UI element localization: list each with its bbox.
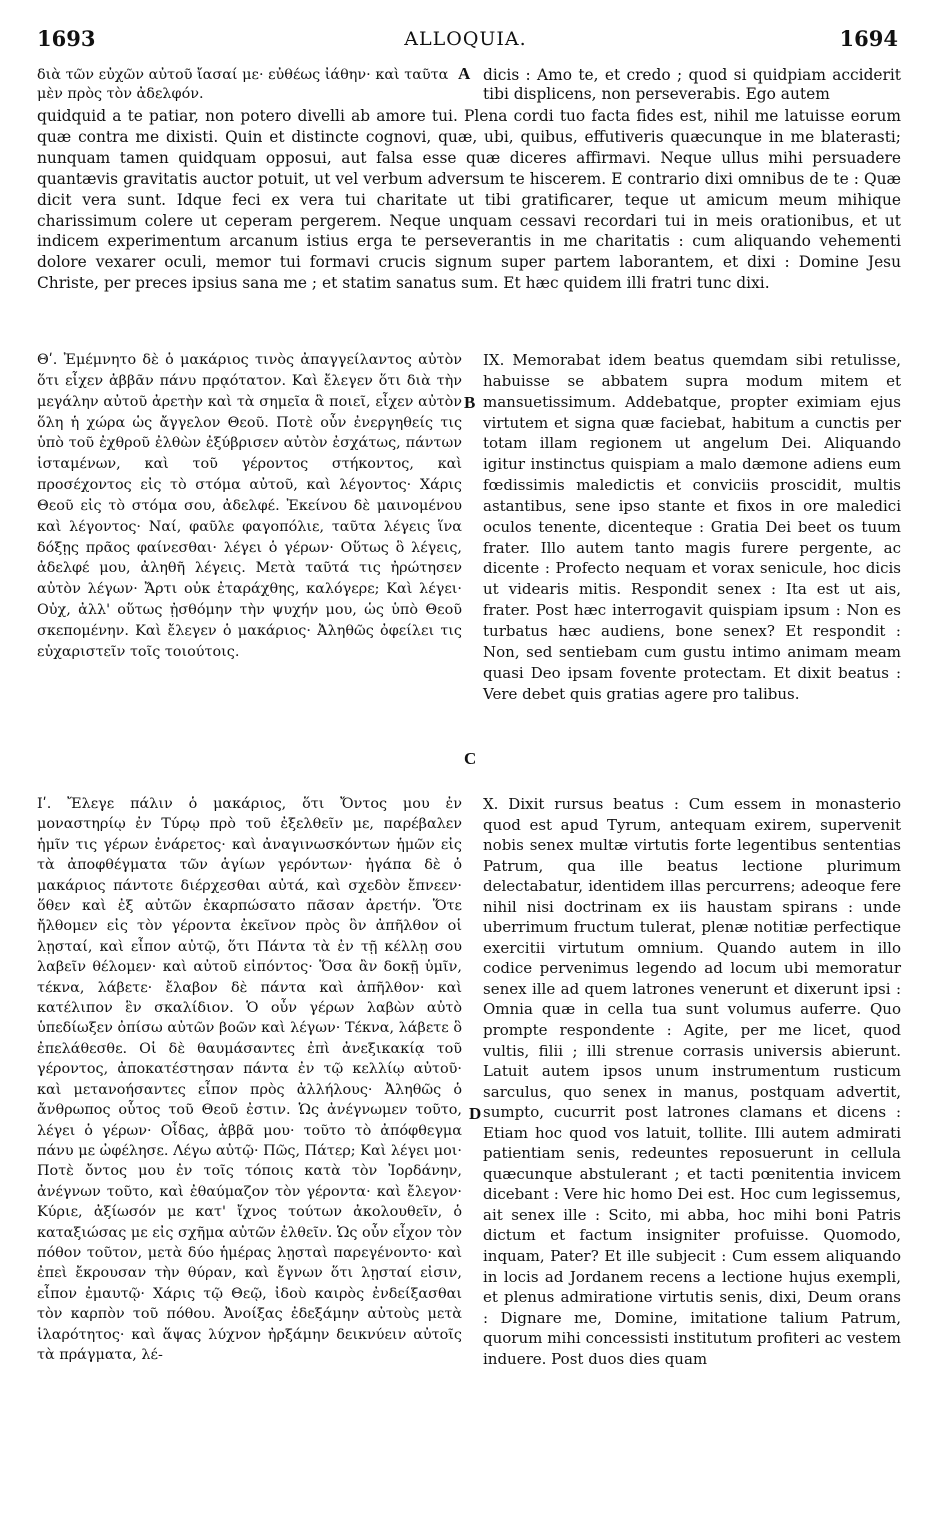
page-number-left: 1693 <box>37 26 96 51</box>
page-number-right: 1694 <box>839 26 898 51</box>
margin-marker-d: D <box>469 1104 482 1123</box>
section-10-greek-text: Ιʹ. Ἔλεγε πάλιν ὁ μακάριος, ὅτι Ὄντος μου ἐν μοναστηρίῳ ἐν Τύρῳ πρὸ τοῦ ἐξελθεῖν με, παρέβαλεν ἡμῖν τις γέρων ἐνάρετος· καὶ ἀναγινωσκόντων ἡμῶν εἰς τὰ ἀποφθέγματα τῶν ἁγίων γερόντων· ἠγάπα δὲ ὁ μακάριος πάντοτε διέρχεσθαι αὐτά, καὶ σχεδὸν ἔπνεεν· ὅθεν καὶ ἐξ αὐτῶν ἐκαρπώσατο πᾶσαν ἀρετήν. Ὅτε ἤλθομεν εἰς τὸν γέροντα ἐκεῖνον πρὸς ὃν ἀπῆλθον οἱ λῃσταί, καὶ εἶπον αὐτῷ, ὅτι Πάντα τὰ ἐν τῇ κέλλῃ σου λαβεῖν θέλομεν· καὶ αὐτοῦ εἰπόντος· Ὅσα ἂν δοκῇ ὑμῖν, τέκνα, λάβετε· ἔλαβον δὲ πάντα καὶ ἀπῆλθον· καὶ κατέλιπον ἓν σκαλίδιον. Ὁ οὖν γέρων λαβὼν αὐτὸ ὑπεδίωξεν ὀπίσω αὐτῶν βοῶν καὶ λέγων· Τέκνα, λάβετε ὃ ἐπελάθεσθε. Οἱ δὲ θαυμάσαντες ἐπὶ ἀνεξικακίᾳ τοῦ γέροντος, ἀποκατέστησαν πάντα ἐν τῷ κελλίῳ αὐτοῦ· καὶ μετανοήσαντες εἶπον πρὸς ἀλλήλους· Ἀληθῶς ὁ ἄνθρωπος οὗτος τοῦ Θεοῦ ἐστιν. Ὡς ἀνέγνωμεν τοῦτο, λέγει ὁ γέρων· Οἶδας, ἀββᾶ μου· τοῦτο τὸ ἀπόφθεγμα πάνυ με ὠφέλησε. Λέγω αὐτῷ· Πῶς, Πάτερ; Καὶ λέγει μοι· Ποτὲ ὄντος μου ἐν τοῖς τόποις κατὰ τὸν Ἰορδάνην, ἀνέγνων τοῦτο, καὶ ἐθαύμαζον τὸν γέροντα· καὶ ἔλεγον· Κύριε, ἀξίωσόν με κατ' ἴχνος τούτων ἀκολουθεῖν, ὁ καταξιώσας με εἰς σχῆμα αὐτῶν ἐλθεῖν. Ὡς οὖν εἶχον τὸν πόθον τοῦτον, μετὰ δύο ἡμέρας λῃσταὶ παρεγένοντο· καὶ ἐπεὶ ἔκρουσαν τὴν θύραν, καὶ ἔγνων ὅτι λῃσταί εἰσιν, εἶπον ἐμαυτῷ· Χάρις τῷ Θεῷ, ἰδοὺ καιρὸς ἐνδείξασθαι τὸν καρπὸν τοῦ πόθου. Ἀνοίξας ἐδεξάμην αὐτοὺς μετὰ ἱλαρότητος· καὶ ἅψας λύχνον ἠρξάμην δεικνύειν αὐτοῖς τὰ πράγματα, λέ- <box>37 796 462 1363</box>
top-greek-text: διὰ τῶν εὐχῶν αὐτοῦ ἴασαί με· εὐθέως ἰάθην· καὶ ταῦτα μὲν πρὸς τὸν ἀδελφόν. <box>37 67 449 102</box>
page-header <box>0 26 931 56</box>
running-title: ALLOQUIA. <box>404 28 527 50</box>
section-9-latin <box>483 350 901 704</box>
margin-marker-a: A <box>458 64 471 83</box>
margin-marker-b: B <box>464 393 476 412</box>
top-latin-text: dicis : Amo te, et credo ; quod si quidpiam acciderit tibi displicens, non perseverabis. Ego autem <box>483 66 901 103</box>
section-10-latin <box>483 794 901 1369</box>
section-9-greek <box>37 350 462 663</box>
section-10-greek <box>37 794 462 1365</box>
section-10-latin-text: X. Dixit rursus beatus : Cum essem in monasterio quod est apud Tyrum, antequam exirem, supervenit nobis senex multæ virtutis forte legentibus sententias Patrum, qua ille beatus lectione plurimum delectabatur, identidem illas percurrens; adeoque fere nihil nisi doctrinam ex iis haustam spirans : unde uberrimum fructum tulerat, plenæ notitiæ perfectique exercitii virtutum omnium. Quando autem in illo codice pervenimus legendo ad locum ubi memoratur senex ille ad quem latrones venerunt et dixerunt ipsi : Omnia quæ in cella tua sunt volumus auferre. Quo prompte respondente : Agite, per me licet, quod vultis, filii ; illi strenue corrasis universis abierunt. Latuit autem ipsos unum instrumentum rusticum sarculus, quo senex in manus, postquam advertit, sumpto, cucurrit post latrones clamans et dicens : Etiam hoc quod vos latuit, tollite. Illi autem admirati patientiam senis, redeuntes reposuerunt in cellula quæcunque abstulerant ; et tacti pœnitentia invicem dicebant : Vere hic homo Dei est. Hoc cum legissemus, ait senex ille : Scito, mi abba, hoc mihi boni Patris dictum et factum insigniter profuisse. Quomodo, inquam, Pater? Et ille subjecit : Cum essem aliquando in locis ad Jordanem recens a lectione hujus exempli, et plenus admiratione virtutis senis, dixi, Deum orans : Dignare me, Domine, imitatione talium Patrum, quorum mihi concessisti institutum profiteri ac vestem induere. Post duos dies quam <box>483 795 901 1368</box>
full-width-latin-paragraph: quidquid a te patiar, non potero divelli ab amore tui. Plena cordi tuo facta fides est, nihil me latuisse eorum quæ contra me dixisti. Quin et distincte cognovi, quæ, ubi, quibus, effutiveris quæcunque in me blaterasti; nunquam tamen quidquam opposui, aut falsa esse quæ diceres affirmavi. Neque ullus mihi persuadere quantævis gravitatis auctor potuit, ut vel verbum adversum te hiscerem. E contrario dixi omnibus de te : Quæ dicit vera sunt. Idque feci ex vera tui charitate ut tibi gratificarer, teque ut amicum meum mihique charissimum colere ut ceperam pergerem. Neque unquam cessavi recordari tui in meis orationibus, et ut indicem experimentum arcanum istius erga te perseverantis in me charitatis : cum aliquando vehementi dolore vexarer oculi, memor tui formavi crucis signum super partem laborantem, et dixi : Domine Jesu Christe, per preces ipsius sana me ; et statim sanatus sum. Et hæc quidem illi fratri tunc dixi. <box>37 107 901 293</box>
section-9-latin-text: IX. Memorabat idem beatus quemdam sibi retulisse, habuisse se abbatem supra modum mitem et mansuetissimum. Addebatque, propter eximiam ejus virtutem et signa quæ faciebat, habitum a cunctis per totam illam regionem ut angelum Dei. Aliquando igitur instinctus quispiam a malo dæmone adiens eum fœdissimis maledictis et conviciis proscidit, multis astantibus, sene ipso stante et fixos in ore maledici oculos tenente, dicenteque : Gratia Dei beet os tuum frater. Illo autem tanto magis furere pergente, ac dicente : Profecto nequam et vorax senicule, hoc dicis ut videaris mitis. Respondit senex : Ita est ut ais, frater. Post hæc interrogavit quispiam ipsum : Non es turbatus hæc audiens, bone senex? Et respondit : Non, sed sentiebam cum gustu intimo animam meam quasi Deo ipsam fovente protectam. Et dixit beatus : Vere debet quis gratias agere pro talibus. <box>483 351 901 703</box>
section-9-greek-text: Θʹ. Ἐμέμνητο δὲ ὁ μακάριος τινὸς ἀπαγγείλαντος αὐτὸν ὅτι εἶχεν ἀββᾶν πάνυ πρᾳότατον. Καὶ ἔλεγεν ὅτι διὰ τὴν μεγάλην αὐτοῦ ἀρετὴν καὶ τὰ σημεῖα ἃ ποιεῖ, εἶχεν αὐτὸν ὅλη ἡ χώρα ὡς ἄγγελον Θεοῦ. Ποτὲ οὖν ἐνεργηθείς τις ὑπὸ τοῦ ἐχθροῦ ἐλθὼν ἐξύβρισεν αὐτὸν ἐσχάτως, πάντων ἱσταμένων, καὶ τοῦ γέροντος στήκοντος, καὶ προσέχοντος εἰς τὸ στόμα αὐτοῦ, καὶ λέγοντος· Χάρις Θεοῦ εἰς τὸ στόμα σου, ἀδελφέ. Ἐκείνου δὲ μαινομένου καὶ λέγοντος· Ναί, φαῦλε φαγοπόλιε, ταῦτα λέγεις ἵνα δόξῃς πρᾶος φαίνεσθαι· λέγει ὁ γέρων· Οὕτως ὃ λέγεις, ἀδελφέ μου, ἀληθῆ λέγεις. Μετὰ ταῦτά τις ἠρώτησεν αὐτὸν λέγων· Ἄρτι οὐκ ἐταράχθης, καλόγερε; Καὶ λέγει· Οὐχ, ἀλλ' οὕτως ᾐσθόμην τὴν ψυχήν μου, ὡς ὑπὸ Θεοῦ σκεπομένην. Καὶ ἔλεγεν ὁ μακάριος· Ἀληθῶς ὀφείλει τις εὐχαριστεῖν τοῖς τοιούτοις. <box>37 352 462 660</box>
margin-marker-c: C <box>464 749 477 768</box>
